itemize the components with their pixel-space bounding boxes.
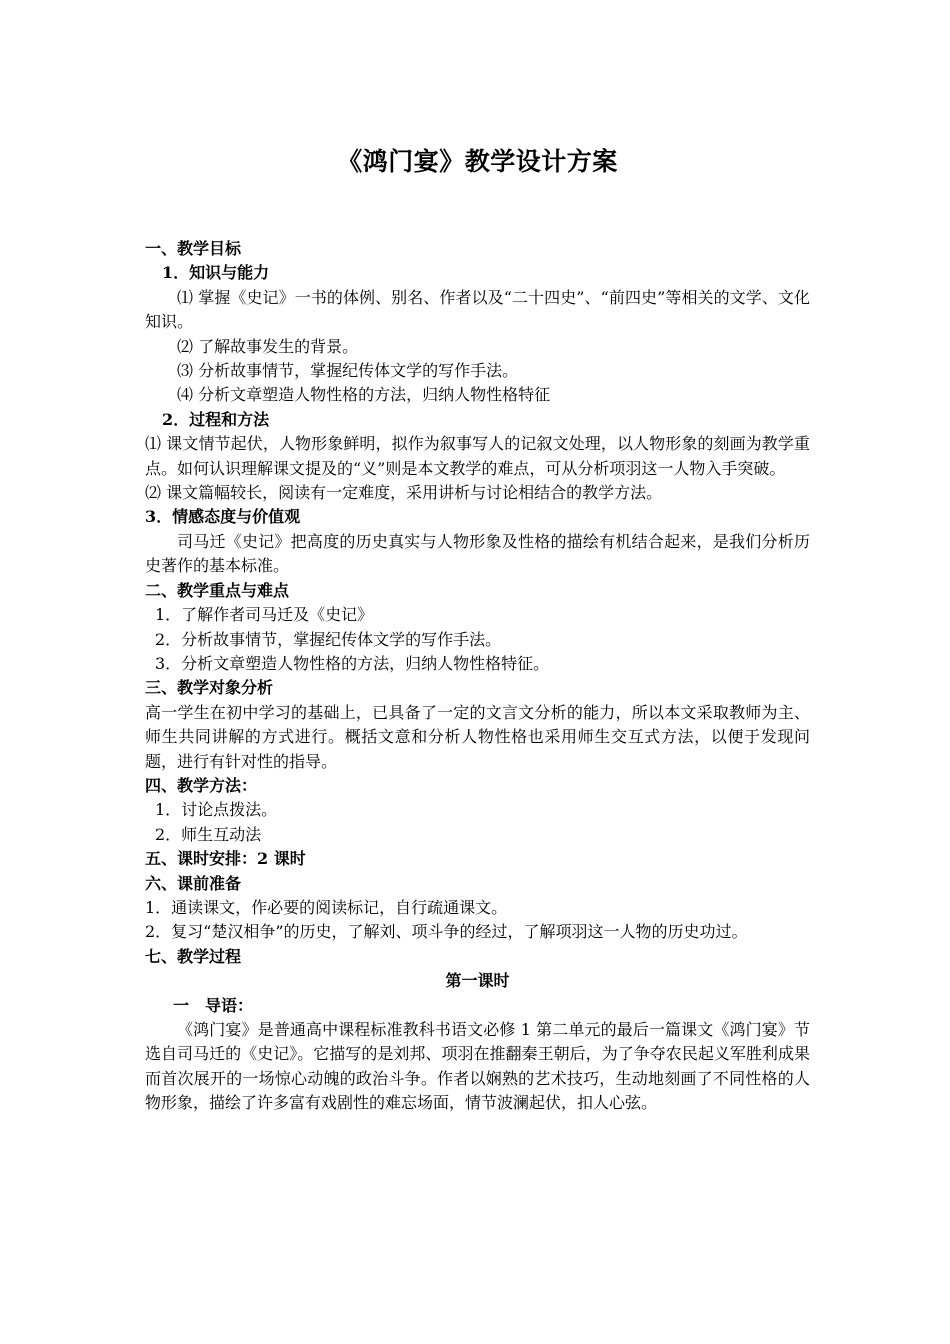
preparation-item-2: 2．复习“楚汉相争”的历史，了解刘、项斗争的经过，了解项羽这一人物的历史功过。 [145, 922, 748, 942]
section-heading-schedule: 五、课时安排：2 课时 [145, 849, 306, 869]
preparation-item-1: 1．通读课文，作必要的阅读标记，自行疏通课文。 [145, 897, 508, 917]
section-heading-key-points: 二、教学重点与难点 [145, 580, 290, 600]
knowledge-item-2: ⑵ 了解故事发生的背景。 [177, 336, 359, 356]
section-heading-procedure: 七、教学过程 [145, 946, 242, 966]
knowledge-item-3: ⑶ 分析故事情节，掌握纪传体文学的写作手法。 [177, 361, 519, 381]
section-heading-students: 三、教学对象分析 [145, 678, 274, 698]
document-body [145, 237, 810, 1116]
knowledge-item-4: ⑷ 分析文章塑造人物性格的方法，归纳人物性格特征 [177, 385, 551, 405]
process-item-1: ⑴ 课文情节起伏，人物形象鲜明，拟作为叙事写人的记叙文处理，以人物形象的刻画为教学重点。如何认识理解课文提及的“义”则是本文教学的难点，可从分析项羽这一人物入手突破。 [145, 434, 810, 478]
section-heading-methods: 四、教学方法： [145, 775, 258, 795]
intro-paragraph: 《鸿门宴》是普通高中课程标准教科书语文必修 1 第二单元的最后一篇课文《鸿门宴》节选自司马迁的《史记》。它描写的是刘邦、项羽在推翻秦王朝后，为了争夺农民起义军胜利成果而首次展开的一场惊心动魄的政治斗争。作者以娴熟的艺术技巧，生动地刻画了不同性格的人物形象，描绘了许多富有戏剧性的难忘场面，情节波澜起伏，扣人心弦。 [145, 1020, 810, 1113]
document-title: 《鸿门宴》教学设计方案 [337, 147, 618, 176]
section-heading-preparation: 六、课前准备 [145, 873, 242, 893]
subheading-knowledge: 1．知识与能力 [162, 263, 270, 283]
intro-heading: 一 导语： [173, 995, 254, 1015]
students-paragraph: 高一学生在初中学习的基础上，已具备了一定的文言文分析的能力，所以本文采取教师为主、师生共同讲解的方式进行。概括文意和分析人物性格也采用师生交互式方法，以便于发现问题，进行有针对性的指导。 [145, 702, 810, 771]
key-point-1: 1．了解作者司马迁及《史记》 [155, 605, 374, 625]
knowledge-item-1: ⑴ 掌握《史记》一书的体例、别名、作者以及“二十四史”、“前四史”等相关的文学、文化知识。 [145, 287, 810, 332]
key-point-2: 2．分析故事情节，掌握纪传体文学的写作手法。 [155, 629, 502, 649]
subheading-process: 2．过程和方法 [162, 409, 270, 429]
attitude-paragraph: 司马迁《史记》把高度的历史真实与人物形象及性格的描绘有机结合起来，是我们分析历史著作的基本标准。 [145, 531, 810, 576]
key-point-3: 3．分析文章塑造人物性格的方法，归纳人物性格特征。 [155, 653, 550, 673]
subheading-attitude: 3．情感态度与价值观 [145, 507, 301, 527]
method-item-2: 2．师生互动法 [155, 824, 262, 844]
lesson-title: 第一课时 [445, 971, 510, 991]
process-item-2: ⑵ 课文篇幅较长，阅读有一定难度，采用讲析与讨论相结合的教学方法。 [145, 483, 663, 503]
method-item-1: 1．讨论点拨法。 [155, 800, 278, 820]
section-heading-objectives: 一、教学目标 [145, 239, 242, 258]
